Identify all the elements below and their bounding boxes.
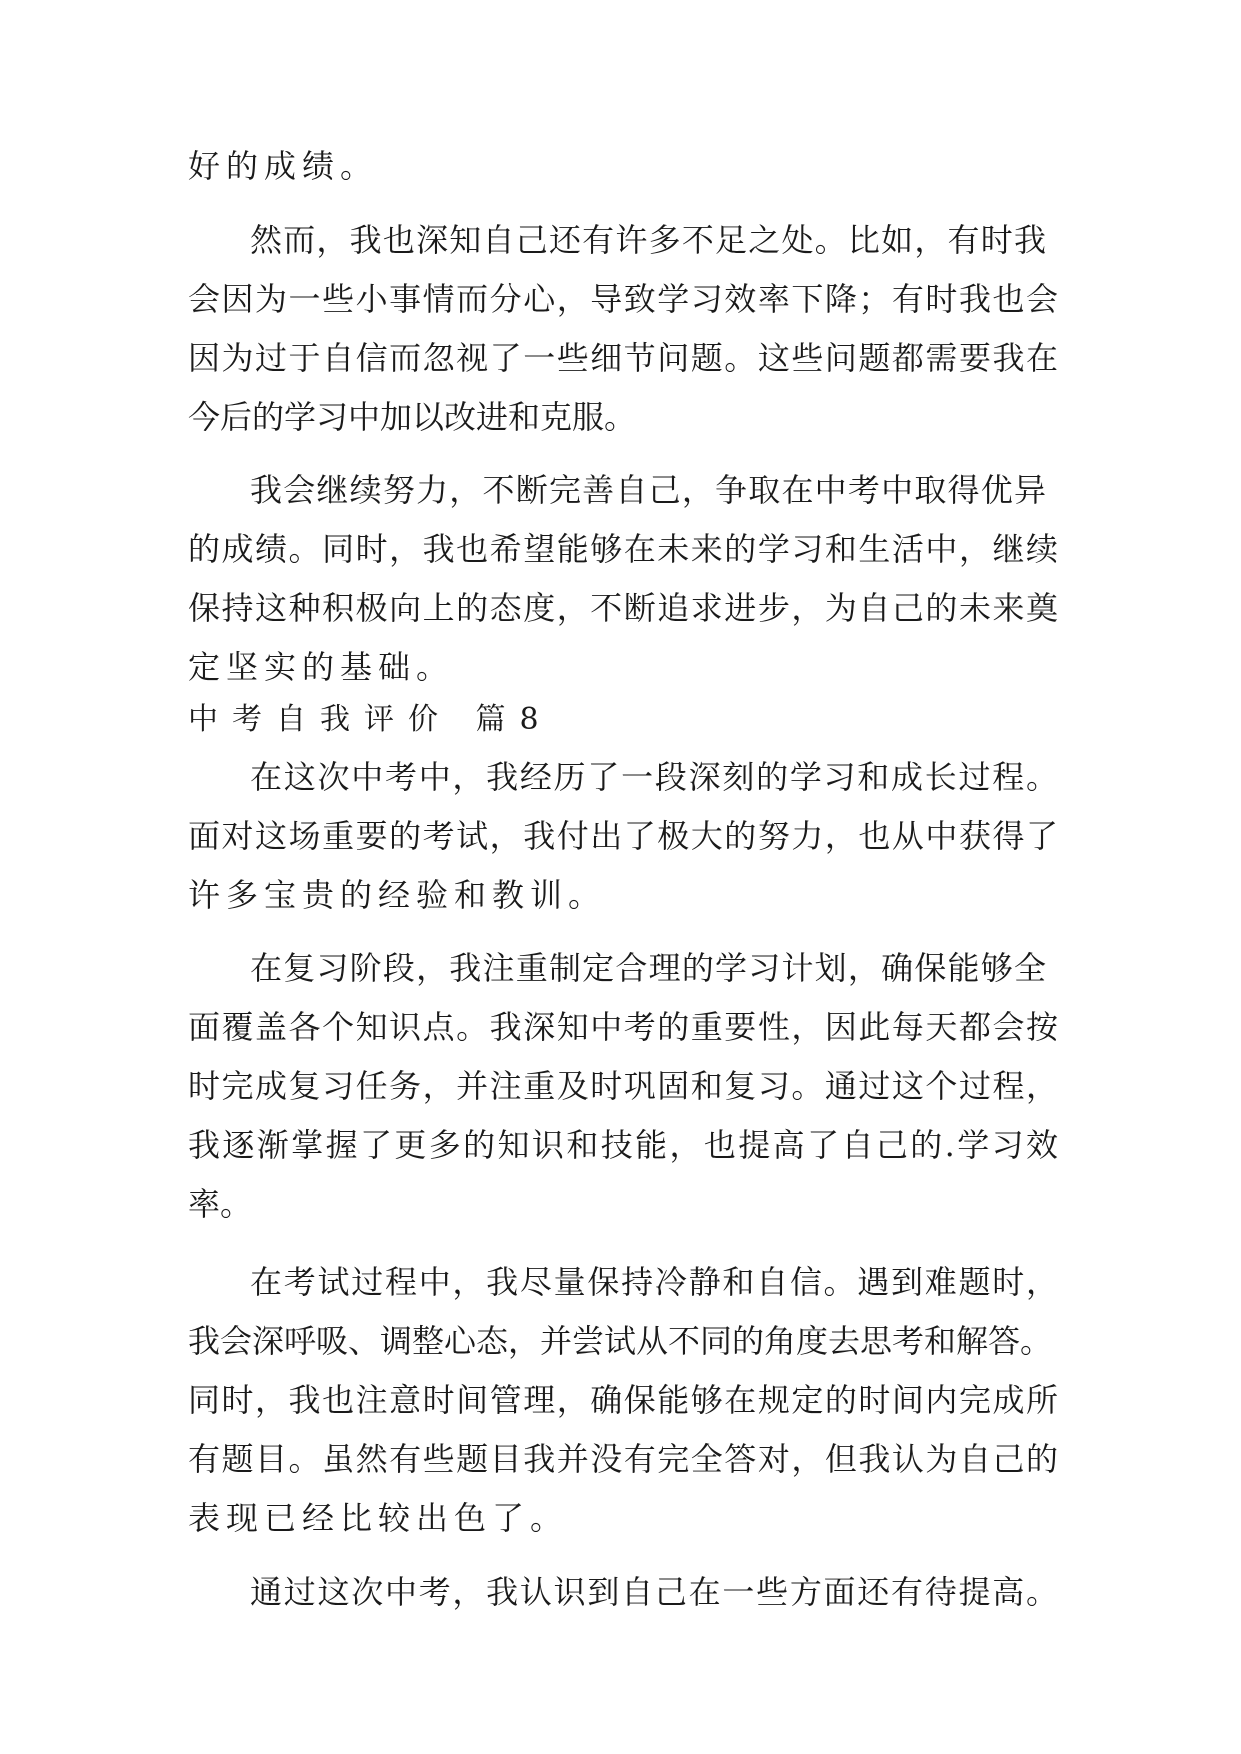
paragraph-first-line: 我会继续努力，不断完善自己，争取在中考中取得优异 xyxy=(250,471,1048,509)
text-line: 定坚实的基础。 xyxy=(188,648,455,686)
paragraph-first-line: 然而，我也深知自己还有许多不足之处。比如，有时我 xyxy=(250,221,1048,259)
paragraph-first-line: 通过这次中考，我认识到自己在一些方面还有待提高。 xyxy=(250,1573,1060,1611)
text-line: 保持这种积极向上的态度，不断追求进步，为自己的未来奠 xyxy=(188,589,1060,627)
paragraph-first-line: 在考试过程中，我尽量保持冷静和自信。遇到难题时， xyxy=(250,1263,1060,1301)
text-line: 好的成绩。 xyxy=(188,147,379,185)
text-line: 我会深呼吸、调整心态，并尝试从不同的角度去思考和解答。 xyxy=(188,1322,1053,1360)
text-line: 同时，我也注意时间管理，确保能够在规定的时间内完成所 xyxy=(188,1381,1060,1419)
text-line: 我逐渐掌握了更多的知识和技能，也提高了自己的.学习效 xyxy=(188,1126,1061,1164)
text-line: 会因为一些小事情而分心，导致学习效率下降；有时我也会 xyxy=(188,280,1060,318)
text-line: 因为过于自信而忽视了一些细节问题。这些问题都需要我在 xyxy=(188,339,1060,377)
text-line: 今后的学习中加以改进和克服。 xyxy=(188,398,637,436)
section-heading: 中考自我评价 篇8 xyxy=(188,702,553,737)
text-line: 有题目。虽然有些题目我并没有完全答对，但我认为自己的 xyxy=(188,1440,1060,1478)
text-line: 许多宝贵的经验和教训。 xyxy=(188,876,607,914)
text-line: 面覆盖各个知识点。我深知中考的重要性，因此每天都会按 xyxy=(188,1008,1060,1046)
text-line: 面对这场重要的考试，我付出了极大的努力，也从中获得了 xyxy=(188,817,1060,855)
text-line: 表现已经比较出色了。 xyxy=(188,1499,569,1537)
text-line: 率。 xyxy=(188,1185,253,1223)
text-line: 的成绩。同时，我也希望能够在未来的学习和生活中，继续 xyxy=(188,530,1060,568)
paragraph-first-line: 在这次中考中，我经历了一段深刻的学习和成长过程。 xyxy=(250,758,1060,796)
text-line: 时完成复习任务，并注重及时巩固和复习。通过这个过程， xyxy=(188,1067,1060,1105)
paragraph-first-line: 在复习阶段，我注重制定合理的学习计划，确保能够全 xyxy=(250,949,1048,987)
